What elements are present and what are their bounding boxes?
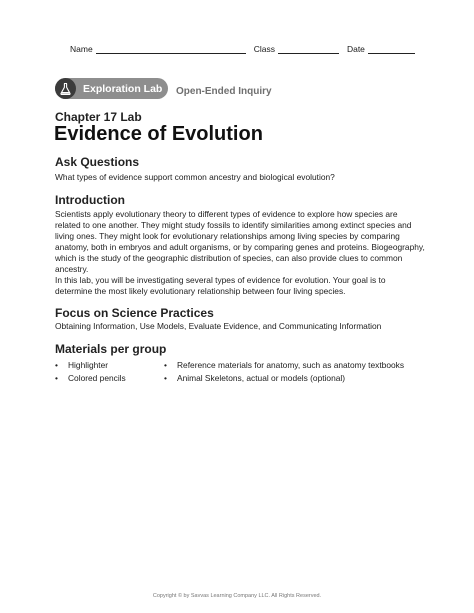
- bullet: •: [164, 360, 167, 370]
- introduction-paragraph-2: In this lab, you will be investigating several types of evidence for evolution. Your goal is to determine the most likely evolutionary relationship between four living species.: [55, 275, 386, 296]
- list-item: [164, 359, 404, 372]
- name-label: Name: [70, 44, 93, 54]
- material-item: Highlighter: [68, 360, 109, 370]
- chapter-label: Chapter 17 Lab: [55, 110, 142, 124]
- date-label: Date: [346, 44, 365, 54]
- list-item: [55, 359, 126, 372]
- page-title: Evidence of Evolution: [54, 123, 263, 145]
- bullet: •: [164, 373, 167, 383]
- student-info-header: [70, 44, 420, 54]
- material-item: Reference materials for anatomy, such as anatomy textbooks: [177, 360, 405, 370]
- materials-heading: Materials per group: [55, 342, 167, 356]
- introduction-paragraph-1: Scientists apply evolutionary theory to different types of evidence to explore how species are related to one another. They might study fossils to identify similarities among extinct species and living ones. They might look for evolutionary relationships among living species by comparing anatomy, both in embryos and adult organisms, or by comparing genes and proteins. Biogeography, which is the study of the geographic distribution of species, can also provide clues to common ancestry.: [55, 209, 425, 274]
- material-item: Colored pencils: [68, 373, 126, 383]
- copyright-footer: Copyright © by Savvas Learning Company LLC. All Rights Reserved.: [152, 593, 322, 599]
- bullet: •: [55, 360, 58, 370]
- badge-label: Exploration Lab: [83, 82, 163, 95]
- introduction-heading: Introduction: [55, 193, 125, 207]
- list-item: [164, 372, 404, 385]
- date-field[interactable]: [368, 44, 415, 54]
- ask-questions-heading: Ask Questions: [55, 155, 140, 169]
- class-field[interactable]: [278, 44, 339, 54]
- flask-icon: [55, 78, 76, 99]
- bullet: •: [55, 373, 58, 383]
- ask-questions-text: What types of evidence support common ancestry and biological evolution?: [55, 172, 335, 182]
- science-practices-text: Obtaining Information, Use Models, Evaluate Evidence, and Communicating Information: [55, 321, 382, 331]
- list-item: [55, 372, 126, 385]
- material-item: Animal Skeletons, actual or models (optional): [177, 373, 346, 383]
- class-label: Class: [253, 44, 275, 54]
- name-field[interactable]: [96, 44, 246, 54]
- materials-list-right: [164, 359, 404, 385]
- materials-list-left: [55, 359, 126, 385]
- exploration-lab-badge: [55, 78, 168, 99]
- inquiry-label: Open-Ended Inquiry: [176, 86, 272, 97]
- science-practices-heading: Focus on Science Practices: [55, 306, 214, 320]
